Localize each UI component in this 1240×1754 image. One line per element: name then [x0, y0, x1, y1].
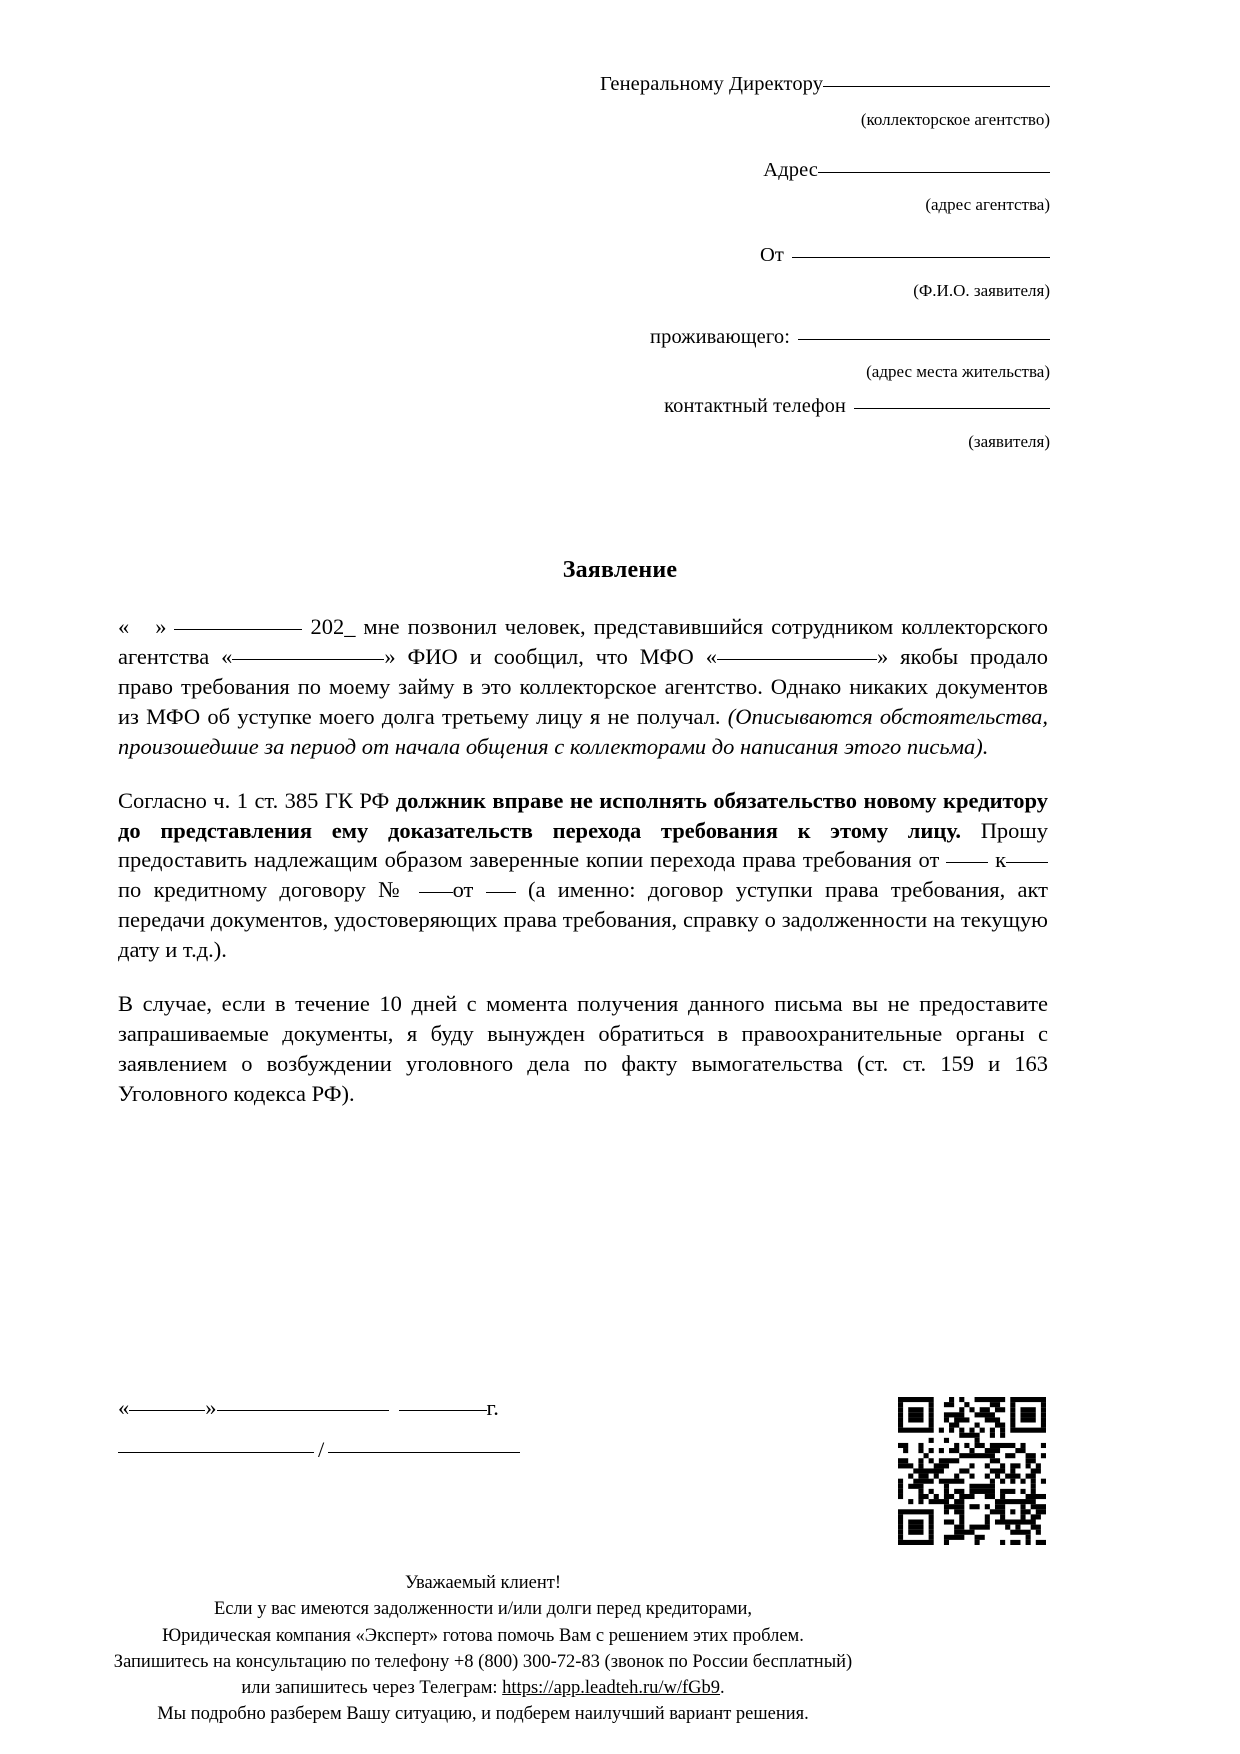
signature-slash: / [318, 1437, 325, 1462]
p2-text-2: Прошу предоставить надлежащим образом заверенные копии перехода права требования от [118, 817, 1049, 873]
p1-quote-close-2: » [384, 643, 396, 669]
paragraph-circumstances [118, 612, 1048, 762]
addressee-block [600, 74, 1050, 450]
p1-year: 202_ [310, 614, 356, 639]
signature-open-quote: « [118, 1395, 130, 1420]
p1-quote-open-2: « [221, 643, 233, 669]
signature-block [118, 1395, 818, 1463]
p2-contract-number-blank[interactable] [419, 892, 453, 893]
signature-sign-blank[interactable] [118, 1452, 314, 1453]
footer-phone-number: +8 (800) 300-72-83 [453, 1651, 600, 1672]
addressee-row-address [600, 160, 1050, 181]
addressee-caption-from: (Ф.И.О. заявителя) [913, 280, 1050, 300]
p1-text-4: якобы продало право требования по моему займу в это коллекторское агентство. Однако никаких документов из МФО об уступке моего долга третьему лицу я не получал. [118, 643, 1049, 729]
addressee-row-from [600, 245, 1050, 266]
p2-from-blank[interactable] [946, 862, 988, 863]
qr-code-image [898, 1397, 1046, 1545]
footer-line-debts: Если у вас имеются задолженности и/или долги перед кредиторами, [213, 1599, 753, 1620]
p1-text-1: мне позвонил человек, представившийся сотрудником коллекторского агентства [118, 614, 1049, 669]
addressee-rule-phone [854, 408, 1050, 409]
addressee-label-from: От [760, 244, 784, 266]
signature-month-blank[interactable] [217, 1410, 389, 1411]
p1-italic-note: (Описываются обстоятельства, произошедшие за период от начала общения с коллекторами до написания этого письма). [118, 703, 1048, 759]
footer-line-phone [88, 1649, 878, 1675]
addressee-rule-director [823, 86, 1050, 87]
addressee-label-phone: контактный телефон [664, 395, 846, 417]
addressee-label-residence: проживающего: [650, 325, 790, 348]
addressee-label-address: Адрес [763, 158, 818, 181]
footer-phone-pre: Запишитесь на консультацию по телефону [113, 1651, 454, 1672]
p2-text-1: Согласно ч. 1 ст. 385 ГК РФ [118, 787, 390, 813]
signature-year-blank[interactable] [399, 1410, 487, 1411]
p1-agency-blank[interactable] [232, 659, 384, 660]
p2-to-blank[interactable] [1006, 862, 1048, 863]
p1-text-3: и сообщил, что МФО [469, 643, 694, 669]
signature-day-blank[interactable] [129, 1410, 205, 1411]
footer-telegram-link[interactable]: https://app.leadteh.ru/w/fGb9 [502, 1678, 721, 1699]
p1-date-blank[interactable] [174, 629, 302, 630]
signature-fio-blank[interactable] [328, 1452, 520, 1453]
footer-telegram-post: . [720, 1678, 725, 1699]
addressee-caption-phone: (заявителя) [968, 431, 1050, 451]
p1-open-quote: « [118, 614, 130, 639]
p1-close-quote: » [155, 614, 167, 639]
addressee-label-director: Генеральному Директору [600, 73, 824, 95]
signature-date-row [118, 1395, 818, 1421]
p1-quote-close-3: » [876, 643, 889, 669]
footer-telegram-pre: или запишитесь через Телеграм: [241, 1678, 503, 1699]
addressee-caption-address: (адрес агентства) [925, 195, 1050, 214]
addressee-rule-from [792, 257, 1050, 258]
addressee-row-director [600, 74, 1050, 95]
p1-quote-open-3: « [705, 643, 717, 669]
p1-fio: ФИО [407, 643, 458, 669]
addressee-caption-director: (коллекторское агентство) [860, 109, 1050, 129]
signature-name-row [118, 1437, 818, 1463]
p2-text-5: от [452, 877, 474, 903]
addressee-row-residence [600, 327, 1050, 348]
paragraph-warning: В случае, если в течение 10 дней с момента получения данного письма вы не предоставите запрашиваемые документы, я буду вынужден обратиться в правоохранительные органы с заявлением о возбуждении уголовного дела по факту вымогательства (ст. ст. 159 и 163 Уголовного кодекса РФ). [118, 991, 1048, 1106]
footer-line-greeting: Уважаемый клиент! [404, 1573, 562, 1593]
footer-advert [88, 1570, 878, 1728]
addressee-caption-residence: (адрес места жительства) [866, 362, 1050, 381]
paragraph-legal-demand [118, 786, 1048, 966]
p2-text-4: по кредитному договору № [118, 877, 407, 903]
p2-text-6: (а именно: договор уступки права требования, акт передачи документов, удостоверяющих права требования, справку о задолженности на текущую дату и т.д.). [118, 877, 1049, 963]
p1-mfo-blank[interactable] [717, 659, 877, 660]
footer-line-company: Юридическая компания «Эксперт» готова помочь Вам с решением этих проблем. [162, 1625, 804, 1646]
signature-close-quote: » [205, 1395, 217, 1420]
addressee-rule-residence [798, 339, 1050, 340]
qr-code[interactable] [898, 1397, 1046, 1545]
p2-text-3: к [995, 847, 1006, 873]
addressee-row-phone [600, 396, 1050, 417]
footer-line-telegram [88, 1675, 878, 1701]
signature-year-suffix: г. [486, 1395, 499, 1420]
footer-line-closing: Мы подробно разберем Вашу ситуацию, и подберем наилучший вариант решения. [157, 1704, 809, 1725]
document-body [118, 612, 1048, 1109]
p2-contract-date-blank[interactable] [486, 892, 516, 893]
document-title: Заявление [562, 557, 678, 583]
p2-bold-clause: должник вправе не исполнять обязательство новому кредитору до представления ему доказательств перехода требования к этому лицу. [118, 787, 1049, 843]
footer-phone-post: (звонок по России бесплатный) [599, 1651, 853, 1672]
addressee-rule-address [818, 172, 1050, 173]
